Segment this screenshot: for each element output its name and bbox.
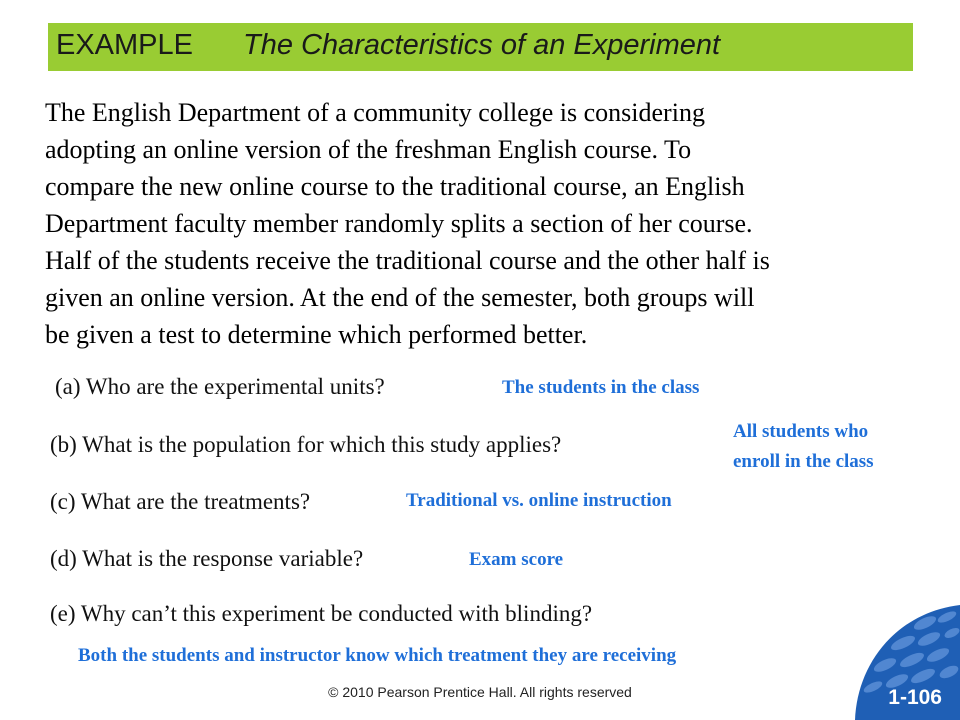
intro-line: Department faculty member randomly splits a section of her course. [45,209,753,238]
answer-b-line2: enroll in the class [733,451,874,472]
answer-a: The students in the class [502,377,700,398]
intro-line: compare the new online course to the traditional course, an English [45,172,745,201]
header-title: The Characteristics of an Experiment [243,29,721,61]
answer-e: Both the students and instructor know which treatment they are receiving [78,645,677,666]
question-d: (d) What is the response variable? [50,546,364,571]
answer-d: Exam score [469,549,564,570]
question-c: (c) What are the treatments? [50,489,311,514]
answer-c: Traditional vs. online instruction [406,490,672,511]
question-a: (a) Who are the experimental units? [55,374,385,399]
page-number: 1-106 [888,686,942,709]
header-banner [48,23,913,71]
answer-b-line1: All students who [733,421,869,442]
header-label: EXAMPLE [56,29,193,61]
intro-line: adopting an online version of the freshman English course. To [45,135,692,164]
intro-paragraph [45,94,925,353]
question-e: (e) Why can’t this experiment be conducted with blinding? [50,601,593,626]
intro-line: be given a test to determine which performed better. [45,320,588,349]
intro-line: Half of the students receive the traditional course and the other half is [45,246,770,275]
copyright-footer: © 2010 Pearson Prentice Hall. All rights reserved [328,684,632,700]
intro-line: given an online version. At the end of the semester, both groups will [45,283,755,312]
question-b: (b) What is the population for which this study applies? [50,432,562,457]
intro-line: The English Department of a community college is considering [45,98,705,127]
